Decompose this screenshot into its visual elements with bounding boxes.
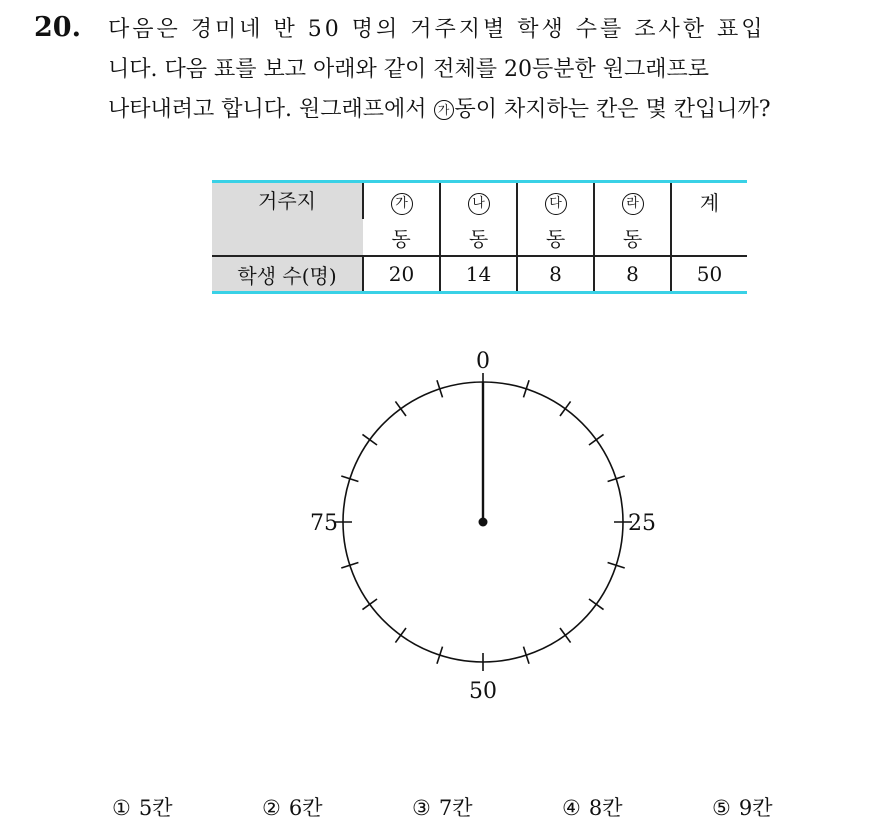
student-count-header-cell: 학생 수(명) [212, 256, 363, 293]
question-text-line-2: 니다. 다음 표를 보고 아래와 같이 전체를 20등분한 원그래프로 [108, 57, 709, 82]
table-header-row [212, 182, 747, 220]
blank-circle-graph [290, 340, 680, 720]
choice-1[interactable] [112, 792, 172, 822]
choice-3-number: ③ [412, 796, 431, 820]
question-text-line-3-end: 동이 차지하는 칸은 몇 칸입니까? [454, 97, 771, 122]
column-ga-suffix: 동 [391, 226, 411, 251]
value-da: 8 [517, 256, 594, 293]
tick-mark [560, 401, 571, 416]
circled-ga-marker: 가 [434, 100, 454, 120]
column-na-header [440, 182, 517, 220]
center-dot [479, 518, 488, 527]
choice-3-text: 7칸 [438, 796, 473, 820]
choice-5[interactable] [712, 792, 772, 822]
column-ra-suffix: 동 [594, 219, 671, 256]
circled-ga-label: 가 [391, 193, 413, 215]
tick-mark [362, 434, 377, 445]
choice-2[interactable] [262, 792, 322, 822]
tick-mark [395, 401, 406, 416]
tick-mark [589, 599, 604, 610]
choice-4-text: 8칸 [588, 796, 623, 820]
table-value-row [212, 256, 747, 293]
question-text-line-1: 다음은 경미네 반 50 명의 거주지별 학생 수를 조사한 표입 [108, 17, 766, 42]
choice-3[interactable] [412, 792, 472, 822]
choice-2-number: ② [262, 796, 281, 820]
choice-5-number: ⑤ [712, 796, 731, 820]
column-ga-header [363, 182, 440, 220]
choice-1-text: 5칸 [138, 796, 173, 820]
choice-4-number: ④ [562, 796, 581, 820]
total-header-cell: 계 [671, 182, 747, 257]
residence-table [212, 180, 747, 294]
circled-na-label: 나 [468, 193, 490, 215]
residence-header-cell: 거주지 [212, 182, 363, 257]
choice-5-text: 9칸 [738, 796, 773, 820]
label-75: 75 [310, 511, 338, 536]
choice-2-text: 6칸 [288, 796, 323, 820]
column-ra-header [594, 182, 671, 220]
value-ra: 8 [594, 256, 671, 293]
value-total: 50 [671, 256, 747, 293]
tick-mark [395, 628, 406, 643]
question-number: 20. [34, 12, 81, 43]
circled-ra-label: 라 [622, 193, 644, 215]
value-ga: 20 [363, 256, 440, 293]
label-0: 0 [476, 349, 490, 374]
circled-da-label: 다 [545, 193, 567, 215]
label-25: 25 [628, 511, 656, 536]
tick-mark [589, 434, 604, 445]
column-da-suffix: 동 [517, 219, 594, 256]
tick-mark [362, 599, 377, 610]
value-na: 14 [440, 256, 517, 293]
choice-1-number: ① [112, 796, 131, 820]
question-text-line-3-start: 나타내려고 합니다. 원그래프에서 [108, 97, 434, 122]
column-da-header [517, 182, 594, 220]
tick-mark [560, 628, 571, 643]
choice-4[interactable] [562, 792, 622, 822]
column-na-suffix: 동 [440, 219, 517, 256]
question-text-line-3 [108, 94, 771, 126]
label-50: 50 [469, 679, 497, 704]
